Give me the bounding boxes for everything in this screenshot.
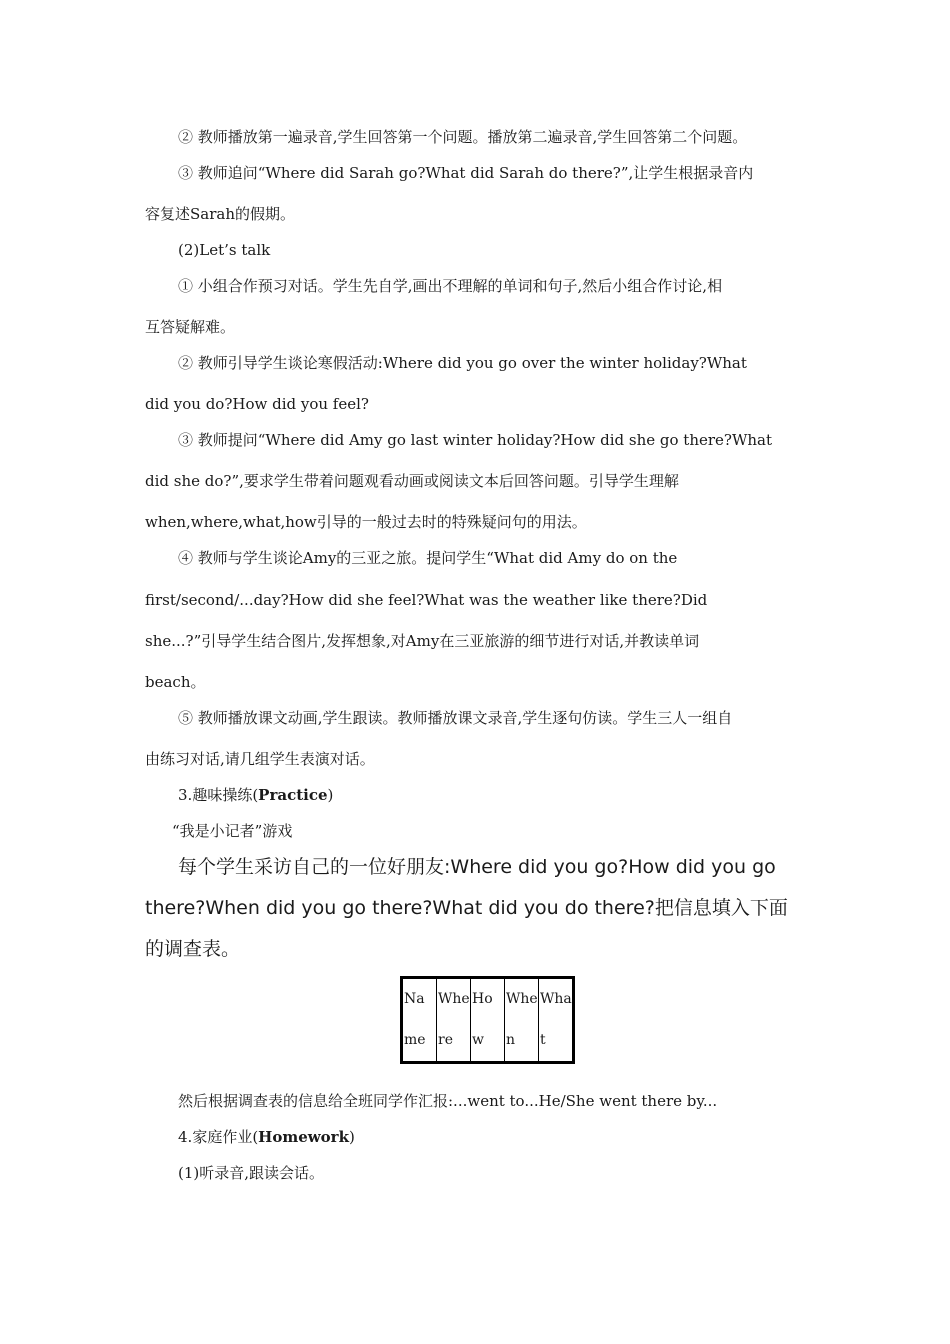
practice-heading [178, 785, 333, 805]
table-header-name: Name [402, 978, 437, 1063]
paragraph-line: 由练习对话,请几组学生表演对话。 [145, 750, 375, 768]
survey-table [400, 976, 575, 1064]
paragraph-line: ③ 教师追问“Where did Sarah go?What did Sarah do there?”,让学生根据录音内 [178, 164, 754, 182]
instruction-line: 每个学生采访自己的一位好朋友:Where did you go?How did you go [178, 856, 776, 878]
paragraph-line: ① 小组合作预习对话。学生先自学,画出不理解的单词和句子,然后小组合作讨论,相 [178, 277, 723, 295]
table-row [402, 978, 574, 1063]
section-heading: (2)Let’s talk [178, 241, 271, 259]
paragraph-line: ③ 教师提问“Where did Amy go last winter holiday?How did she go there?What [178, 431, 772, 449]
paragraph-line: first/second/...day?How did she feel?What was the weather like there?Did [145, 591, 708, 609]
paragraph-line: she...?”引导学生结合图片,发挥想象,对Amy在三亚旅游的细节进行对话,并教读单词 [145, 632, 700, 650]
homework-number: 4. [178, 1128, 193, 1146]
practice-title-close: ) [327, 786, 334, 804]
paragraph-line: 容复述Sarah的假期。 [145, 205, 295, 223]
practice-title-cn: 趣味操练( [192, 786, 259, 804]
paragraph-line: ② 教师播放第一遍录音,学生回答第一个问题。播放第二遍录音,学生回答第二个问题。 [178, 128, 748, 146]
paragraph-line: ⑤ 教师播放课文动画,学生跟读。教师播放课文录音,学生逐句仿读。学生三人一组自 [178, 709, 733, 727]
instruction-line: there?When did you go there?What did you do there?把信息填入下面 [145, 897, 788, 919]
homework-heading [178, 1127, 355, 1147]
paragraph-line: ④ 教师与学生谈论Amy的三亚之旅。提问学生“What did Amy do on the [178, 549, 678, 567]
homework-title-en: Homework [258, 1128, 349, 1146]
game-title: “我是小记者”游戏 [172, 822, 293, 840]
homework-title-cn: 家庭作业( [192, 1128, 259, 1146]
instruction-line: 的调查表。 [145, 938, 241, 960]
homework-item: (1)听录音,跟读会话。 [178, 1164, 325, 1182]
paragraph-line: when,where,what,how引导的一般过去时的特殊疑问句的用法。 [145, 513, 587, 531]
practice-number: 3. [178, 786, 193, 804]
table-header-how: How [471, 978, 505, 1063]
paragraph-line: beach。 [145, 673, 206, 691]
paragraph-line: did you do?How did you feel? [145, 395, 369, 413]
report-line: 然后根据调查表的信息给全班同学作汇报:...went to...He/She went there by... [178, 1092, 718, 1110]
table-header-where: Where [437, 978, 471, 1063]
paragraph-line: 互答疑解难。 [145, 318, 236, 336]
paragraph-line: did she do?”,要求学生带着问题观看动画或阅读文本后回答问题。引导学生理解 [145, 472, 679, 490]
table-header-what: What [539, 978, 574, 1063]
homework-title-close: ) [348, 1128, 355, 1146]
table-header-when: When [505, 978, 539, 1063]
practice-title-en: Practice [258, 786, 328, 804]
paragraph-line: ② 教师引导学生谈论寒假活动:Where did you go over the winter holiday?What [178, 354, 747, 372]
